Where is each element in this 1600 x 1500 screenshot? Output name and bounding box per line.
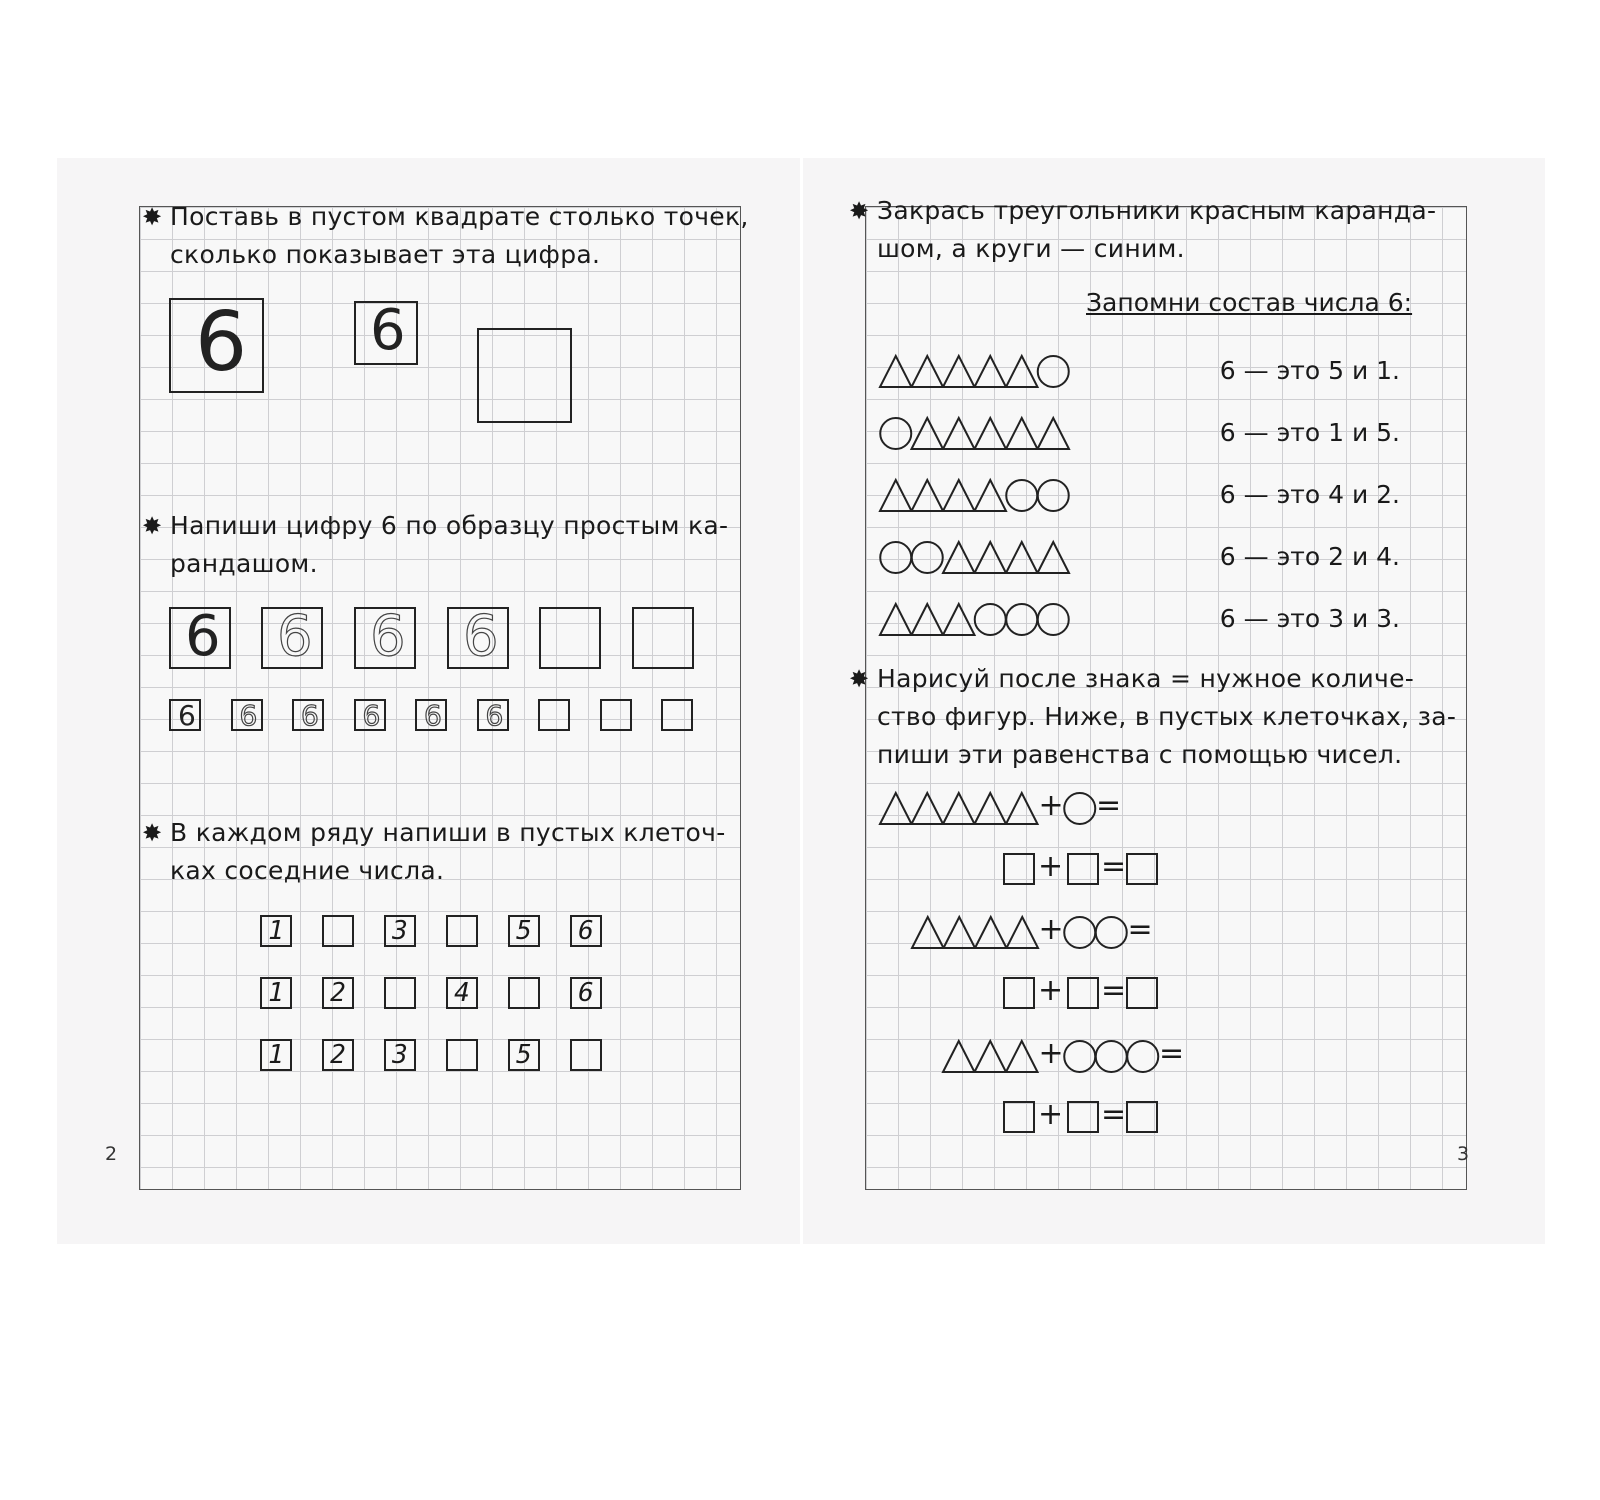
- triangle-shape[interactable]: [880, 356, 912, 387]
- triangle-shape[interactable]: [880, 604, 912, 635]
- memo-heading: Запомни состав числа 6:: [1086, 288, 1413, 317]
- answer-box[interactable]: [1126, 977, 1158, 1009]
- circle-shape[interactable]: [975, 604, 1006, 635]
- triangle-shape[interactable]: [912, 418, 944, 449]
- triangle-shape[interactable]: [880, 793, 912, 824]
- practice-box[interactable]: [261, 604, 323, 669]
- practice-box[interactable]: [661, 699, 693, 731]
- task-neighbors: ✸ В каждом ряду напиши в пустых клеточ- ках соседние числа.: [170, 814, 726, 890]
- circle-shape[interactable]: [1038, 604, 1069, 635]
- page-number: 2: [105, 1143, 118, 1165]
- empty-number-cell[interactable]: [446, 1039, 478, 1071]
- circle-shape[interactable]: [1064, 1041, 1095, 1072]
- circle-shape[interactable]: [1038, 356, 1069, 387]
- plus-sign: +: [1038, 1097, 1064, 1132]
- equals-sign: =: [1159, 1036, 1185, 1071]
- circle-shape[interactable]: [1038, 480, 1069, 511]
- asterisk-icon: ✸: [142, 203, 163, 231]
- plus-sign: +: [1038, 973, 1064, 1008]
- left-page: [57, 158, 800, 1244]
- equals-sign: =: [1101, 1097, 1127, 1132]
- right-page: [803, 158, 1545, 1244]
- number-cell: [260, 915, 292, 947]
- tracing-digit: 6: [277, 604, 313, 669]
- tracing-digit: 6: [370, 604, 406, 669]
- triangle-shape[interactable]: [912, 917, 944, 948]
- sample-digit-box: [169, 604, 231, 669]
- task-color-shapes: ✸ Закрась треугольники красным каранда- шом, а круги — синим.: [877, 192, 1436, 268]
- equation-circles: [1063, 791, 1099, 827]
- composition-text: 6 — это 5 и 1.: [1219, 356, 1400, 385]
- sample-digit: 6: [178, 699, 196, 732]
- answer-box[interactable]: [1067, 1101, 1099, 1133]
- circle-shape[interactable]: [1064, 793, 1095, 824]
- number-value: 1: [268, 1040, 284, 1070]
- composition-shapes: [879, 478, 1072, 514]
- triangle-shape[interactable]: [943, 1041, 975, 1072]
- plus-sign: +: [1038, 788, 1064, 823]
- answer-box[interactable]: [1126, 1101, 1158, 1133]
- circle-shape[interactable]: [1127, 1041, 1158, 1072]
- tracing-digit: 6: [239, 699, 258, 732]
- number-cell: [570, 915, 602, 947]
- equals-sign: =: [1096, 788, 1122, 823]
- equation-circles: [1063, 915, 1130, 951]
- asterisk-icon: ✸: [849, 665, 870, 693]
- number-cell: [446, 977, 478, 1009]
- number-value: 3: [392, 916, 408, 946]
- composition-shapes: [879, 354, 1072, 390]
- equation-triangles: [911, 915, 1041, 951]
- practice-box[interactable]: [354, 604, 416, 669]
- equation-triangles: [879, 791, 1041, 827]
- plus-sign: +: [1038, 849, 1064, 884]
- practice-box[interactable]: [538, 699, 570, 731]
- practice-box[interactable]: [477, 699, 509, 731]
- triangle-shape[interactable]: [880, 480, 912, 511]
- number-cell: [260, 1039, 292, 1071]
- triangle-shape[interactable]: [1006, 1041, 1038, 1072]
- triangle-shape[interactable]: [975, 917, 1007, 948]
- circle-shape[interactable]: [1095, 1041, 1126, 1072]
- answer-box[interactable]: [1003, 853, 1035, 885]
- plus-sign: +: [1038, 912, 1064, 947]
- circle-shape[interactable]: [1064, 917, 1095, 948]
- number-value: 3: [392, 1040, 408, 1070]
- digit-box-small: 6: [354, 301, 418, 365]
- tracing-digit: 6: [362, 699, 381, 732]
- composition-shapes: [879, 602, 1072, 638]
- number-value: 1: [268, 978, 284, 1008]
- empty-number-cell[interactable]: [384, 977, 416, 1009]
- task-draw-shapes: ✸ Нарисуй после знака = нужное количе- ство фигур. Ниже, в пустых клеточках, за- пиши эти равенства с помощью чисел.: [877, 660, 1456, 774]
- number-cell: [384, 1039, 416, 1071]
- triangle-shape[interactable]: [1006, 356, 1038, 387]
- circle-shape[interactable]: [912, 542, 943, 573]
- triangle-shape[interactable]: [975, 356, 1007, 387]
- empty-dots-box[interactable]: [477, 328, 572, 423]
- answer-box[interactable]: [1067, 977, 1099, 1009]
- triangle-shape[interactable]: [943, 418, 975, 449]
- triangle-shape[interactable]: [943, 604, 975, 635]
- sample-digit-box: [169, 699, 201, 731]
- practice-box[interactable]: [632, 607, 694, 669]
- composition-text: 6 — это 2 и 4.: [1219, 542, 1400, 571]
- practice-box[interactable]: [447, 604, 509, 669]
- practice-box[interactable]: [231, 699, 263, 731]
- task-write-digit: ✸ Напиши цифру 6 по образцу простым ка- рандашом.: [170, 507, 728, 583]
- number-value: 5: [516, 1040, 532, 1070]
- number-cell: [508, 1039, 540, 1071]
- triangle-shape[interactable]: [1006, 418, 1038, 449]
- number-cell: [260, 977, 292, 1009]
- circle-shape[interactable]: [1006, 480, 1037, 511]
- circle-shape[interactable]: [1095, 917, 1126, 948]
- number-cell: [322, 1039, 354, 1071]
- empty-number-cell[interactable]: [322, 915, 354, 947]
- answer-box[interactable]: [1126, 853, 1158, 885]
- tracing-digit: 6: [463, 604, 499, 669]
- composition-text: 6 — это 1 и 5.: [1219, 418, 1400, 447]
- triangle-shape[interactable]: [943, 917, 975, 948]
- equation-circles: [1063, 1039, 1162, 1075]
- triangle-shape[interactable]: [912, 793, 944, 824]
- tracing-digit: 6: [485, 699, 504, 732]
- number-value: 6: [578, 978, 594, 1008]
- number-value: 1: [268, 916, 284, 946]
- triangle-shape[interactable]: [1038, 542, 1070, 573]
- number-value: 6: [578, 916, 594, 946]
- equals-sign: =: [1101, 849, 1127, 884]
- asterisk-icon: ✸: [142, 819, 163, 847]
- number-value: 5: [516, 916, 532, 946]
- equals-sign: =: [1127, 912, 1153, 947]
- sample-digit-box: 6: [169, 298, 264, 393]
- composition-text: 6 — это 3 и 3.: [1219, 604, 1400, 633]
- triangle-shape[interactable]: [912, 604, 944, 635]
- equals-sign: =: [1101, 973, 1127, 1008]
- triangle-shape[interactable]: [1006, 793, 1038, 824]
- practice-box[interactable]: [292, 699, 324, 731]
- triangle-shape[interactable]: [943, 793, 975, 824]
- triangle-shape[interactable]: [1006, 917, 1038, 948]
- practice-box[interactable]: [415, 699, 447, 731]
- practice-box[interactable]: [600, 699, 632, 731]
- triangle-shape[interactable]: [943, 356, 975, 387]
- asterisk-icon: ✸: [849, 197, 870, 225]
- answer-box[interactable]: [1003, 1101, 1035, 1133]
- number-value: 2: [330, 1040, 346, 1070]
- empty-number-cell[interactable]: [446, 915, 478, 947]
- triangle-shape[interactable]: [975, 418, 1007, 449]
- number-cell: [384, 915, 416, 947]
- number-cell: [322, 977, 354, 1009]
- tracing-digit: 6: [301, 699, 319, 732]
- triangle-shape[interactable]: [975, 793, 1007, 824]
- triangle-shape[interactable]: [943, 542, 975, 573]
- composition-shapes: [879, 416, 1072, 452]
- triangle-shape[interactable]: [1038, 418, 1070, 449]
- circle-shape[interactable]: [880, 542, 911, 573]
- triangle-shape[interactable]: [1006, 542, 1038, 573]
- number-cell: [508, 915, 540, 947]
- sample-digit: 6: [185, 604, 221, 669]
- composition-text: 6 — это 4 и 2.: [1219, 480, 1400, 509]
- triangle-shape[interactable]: [975, 1041, 1007, 1072]
- triangle-shape[interactable]: [912, 480, 944, 511]
- asterisk-icon: ✸: [142, 512, 163, 540]
- composition-shapes: [879, 540, 1072, 576]
- triangle-shape[interactable]: [975, 480, 1007, 511]
- empty-number-cell[interactable]: [508, 977, 540, 1009]
- circle-shape[interactable]: [1006, 604, 1037, 635]
- empty-number-cell[interactable]: [570, 1039, 602, 1071]
- answer-box[interactable]: [1067, 853, 1099, 885]
- practice-box[interactable]: [354, 699, 386, 731]
- circle-shape[interactable]: [880, 418, 911, 449]
- tracing-digit: 6: [424, 699, 442, 732]
- page-number: 3: [1457, 1143, 1470, 1165]
- triangle-shape[interactable]: [975, 542, 1007, 573]
- number-cell: [570, 977, 602, 1009]
- task-dots: ✸ Поставь в пустом квадрате столько точек, сколько показывает эта цифра.: [170, 198, 749, 274]
- number-value: 4: [454, 978, 470, 1008]
- plus-sign: +: [1038, 1036, 1064, 1071]
- triangle-shape[interactable]: [912, 356, 944, 387]
- triangle-shape[interactable]: [943, 480, 975, 511]
- equation-triangles: [942, 1039, 1041, 1075]
- practice-box[interactable]: [539, 607, 601, 669]
- answer-box[interactable]: [1003, 977, 1035, 1009]
- number-value: 2: [330, 978, 346, 1008]
